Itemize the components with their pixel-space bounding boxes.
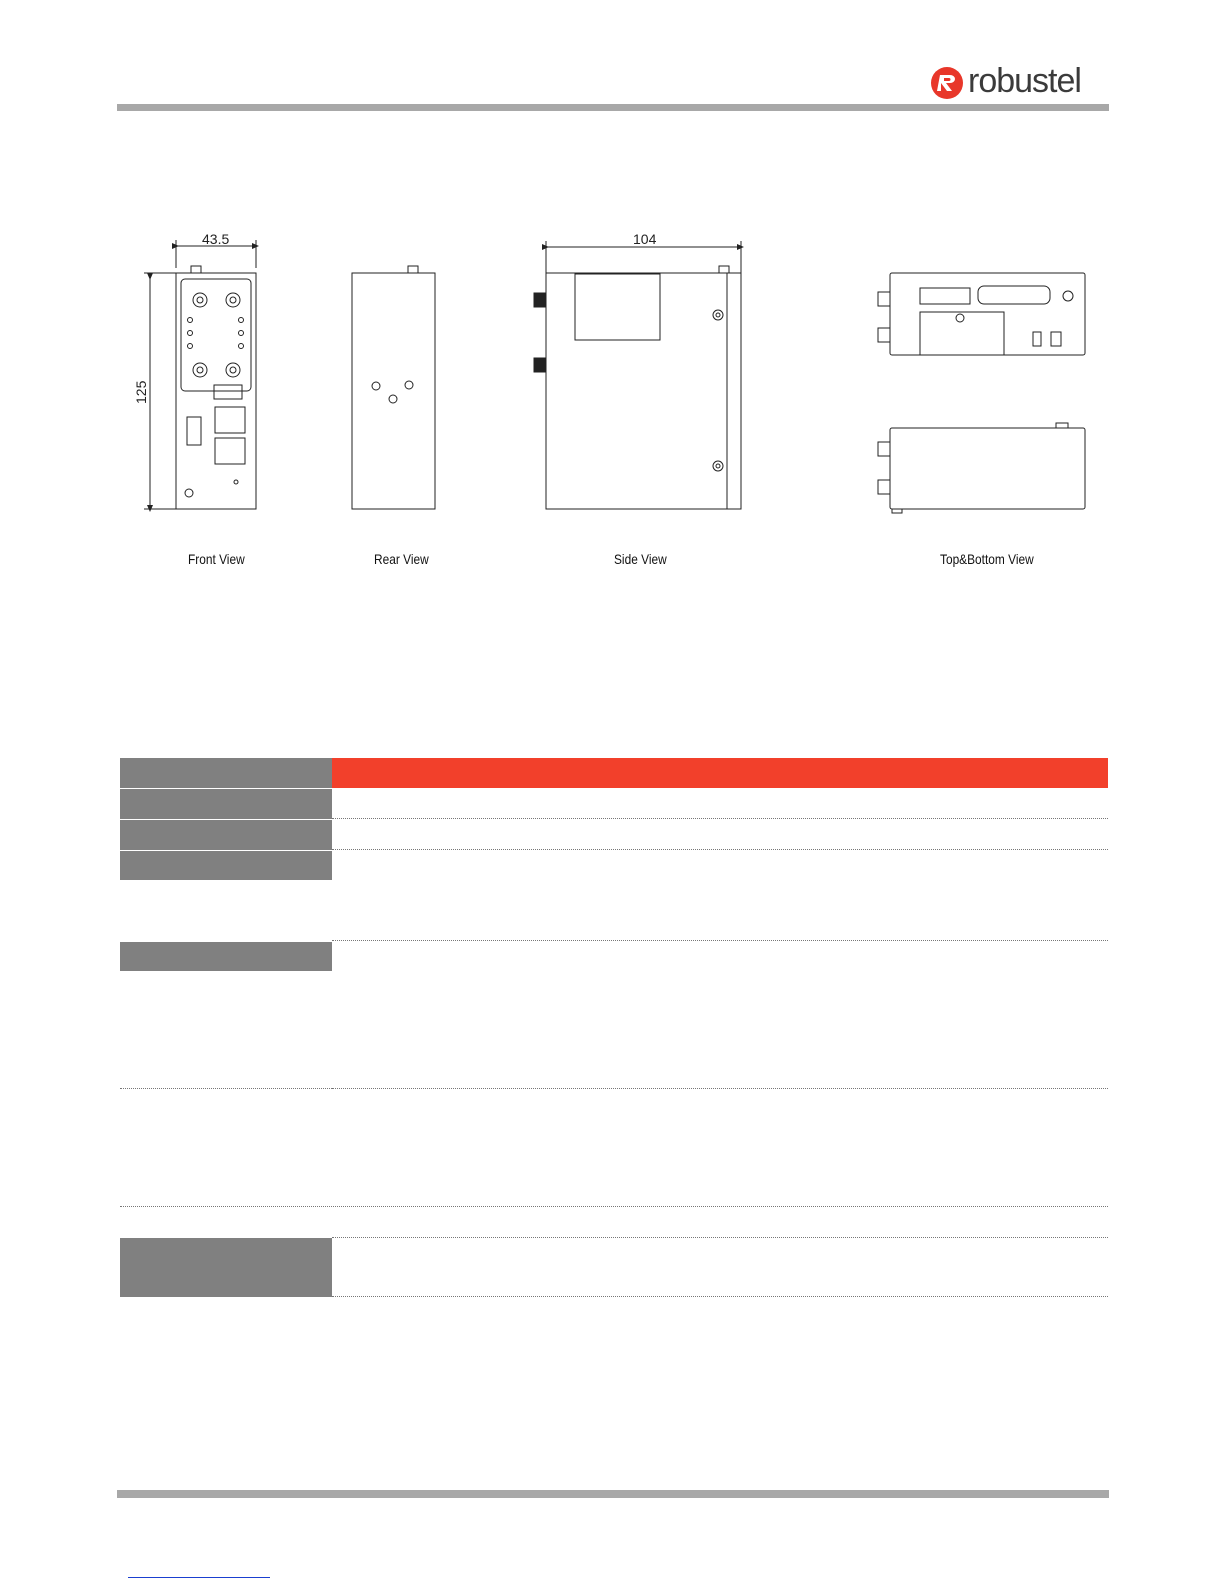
logo-wordmark: robustel <box>968 62 1081 100</box>
table-row <box>120 851 1108 941</box>
front-view-label: Front View <box>188 551 245 567</box>
table-row-value <box>332 942 1108 1089</box>
footer-divider <box>117 1490 1109 1498</box>
table-row <box>120 942 1108 1089</box>
side-view-drawing <box>534 241 741 509</box>
table-row <box>120 789 1108 819</box>
rear-view-label: Rear View <box>374 551 429 567</box>
table-row-value <box>332 820 1108 850</box>
front-view-drawing <box>144 240 256 509</box>
table-row-key <box>120 1238 332 1297</box>
table-divider <box>120 1206 1108 1207</box>
table-row-value <box>332 851 1108 941</box>
side-view-label: Side View <box>614 551 667 567</box>
footer-link-underline[interactable] <box>128 1577 270 1578</box>
front-height-dimension: 125 <box>133 380 149 404</box>
dimension-drawings <box>0 0 1225 600</box>
side-width-dimension: 104 <box>633 231 657 247</box>
table-header-row <box>120 758 1108 788</box>
table-header-value <box>332 758 1108 788</box>
table-header-key <box>120 758 332 788</box>
table-row-key <box>120 820 332 850</box>
top-bottom-view-label: Top&Bottom View <box>940 551 1034 567</box>
rear-view-drawing <box>352 266 435 509</box>
table-row-key <box>120 942 332 971</box>
table-divider <box>120 1088 1108 1089</box>
table-row-key <box>120 851 332 880</box>
table-row-key <box>120 789 332 819</box>
top-bottom-view-drawing <box>878 273 1085 513</box>
table-row <box>120 820 1108 850</box>
table-row-value <box>332 789 1108 819</box>
table-row-value <box>332 1237 1108 1297</box>
front-width-dimension: 43.5 <box>202 231 230 247</box>
table-row <box>120 1238 1108 1297</box>
